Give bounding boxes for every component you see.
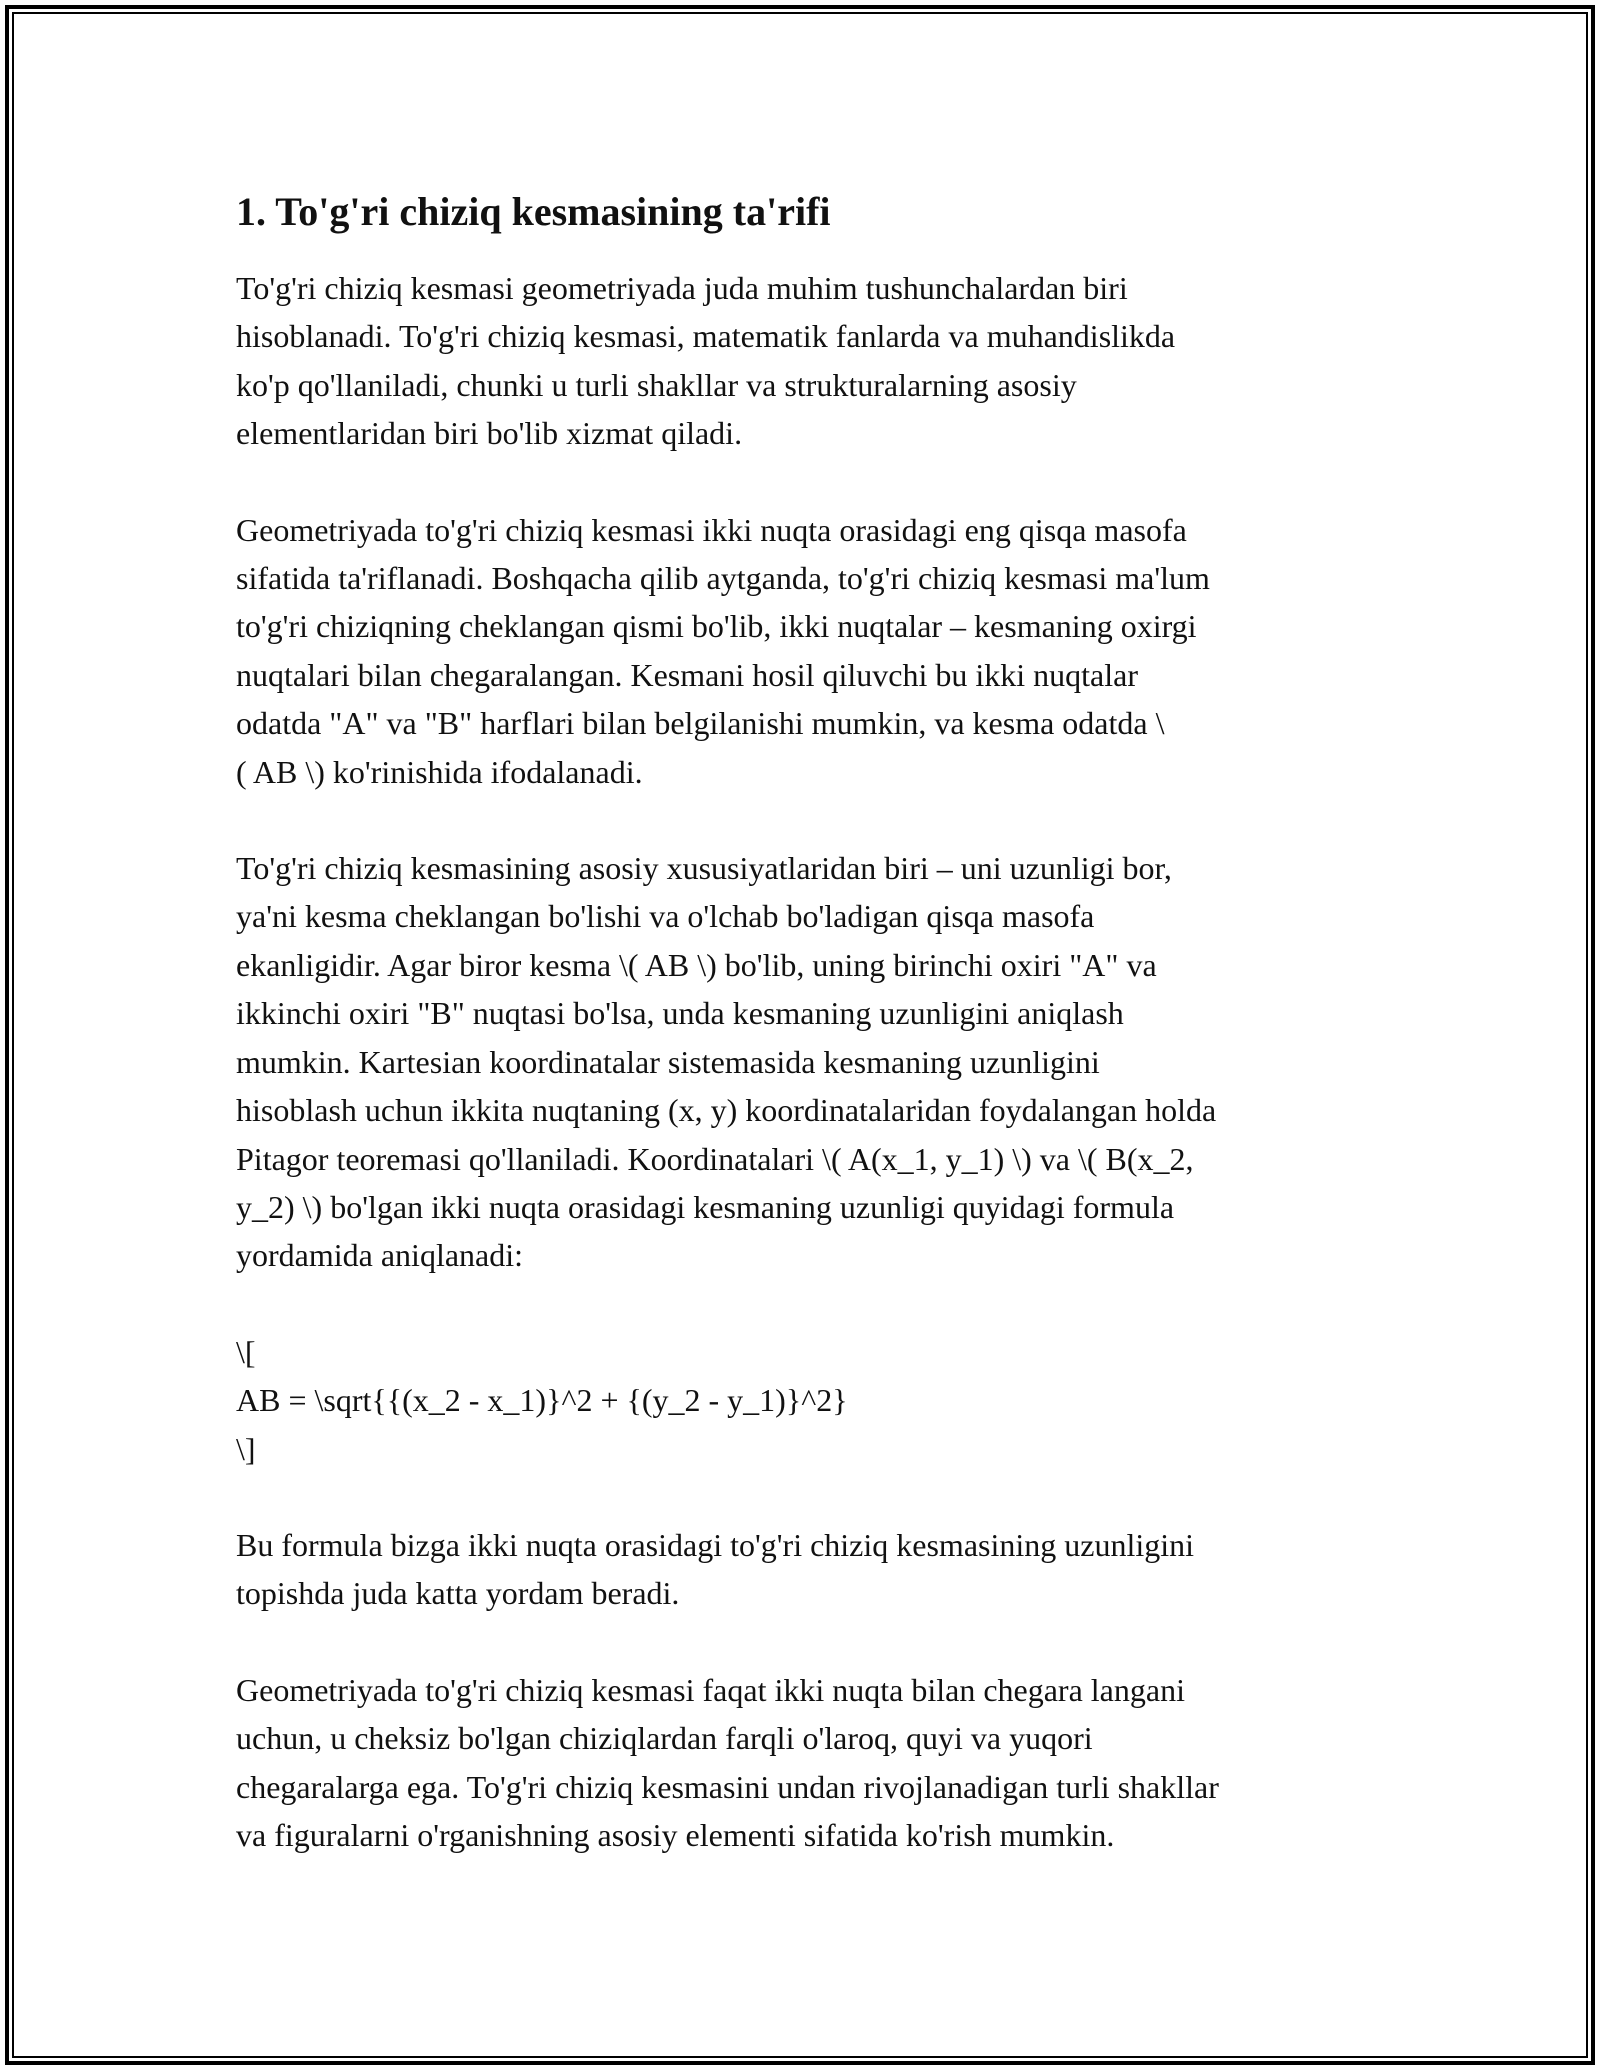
paragraph-properties: To'g'ri chiziq kesmasining asosiy xususiyatlaridan biri – uni uzunligi bor, ya'ni kesma cheklangan bo'lishi va o'lchab bo'ladigan qisqa masofa ekanligidir. Agar biror kesma \( AB \) bo'lib, uning birinchi oxiri "A" va ikkinchi oxiri "B" nuqtasi bo'lsa, unda kesmaning uzunligini aniqlash mumkin. Kartesian koordinatalar sistemasida kesmaning uzunligini hisoblash uchun ikkita nuqtaning (x, y) koordinatalaridan foydalangan holda Pitagor teoremasi qo'llaniladi. Koordinatalari \( A(x_1, y_1) \) va \( B(x_2, y_2) \) bo'lgan ikki nuqta orasidagi kesmaning uzunligi quyidagi formula yordamida aniqlanadi:	[236, 850, 1217, 1274]
paragraph-conclusion: Geometriyada to'g'ri chiziq kesmasi faqat ikki nuqta bilan chegara langani uchun, u cheksiz bo'lgan chiziqlardan farqli o'laroq, quyi va yuqori chegaralarga ega. To'g'ri chiziq kesmasini undan rivojlanadigan turli shakllar va figuralarni o'rganishning asosiy elementi sifatida ko'rish mumkin.	[236, 1671, 1219, 1853]
document-body	[236, 186, 1376, 1907]
paragraph-intro: To'g'ri chiziq kesmasi geometriyada juda muhim tushunchalardan biri hisoblanadi. To'g'ri chiziq kesmasi, matematik fanlarda va muhandislikda ko'p qo'llaniladi, chunki u turli shakllar va strukturalarning asosiy elementlaridan biri bo'lib xizmat qiladi.	[236, 270, 1176, 452]
section-heading: 1. To'g'ri chiziq kesmasining ta'rifi	[236, 189, 831, 234]
paragraph-definition: Geometriyada to'g'ri chiziq kesmasi ikki nuqta orasidagi eng qisqa masofa sifatida ta'riflanadi. Boshqacha qilib aytganda, to'g'ri chiziq kesmasi ma'lum to'g'ri chiziqning cheklangan qismi bo'lib, ikki nuqtalar – kesmaning oxirgi nuqtalari bilan chegaralangan. Kesmani hosil qiluvchi bu ikki nuqtalar odatda "A" va "B" harflari bilan belgilanishi mumkin, va kesma odatda \ ( AB \) ko'rinishida ifodalanadi.	[236, 511, 1210, 790]
paragraph-formula-usage: Bu formula bizga ikki nuqta orasidagi to'g'ri chiziq kesmasining uzunligini topishda juda katta yordam beradi.	[236, 1526, 1195, 1612]
distance-formula: \[ AB = \sqrt{{(x_2 - x_1)}^2 + {(y_2 - y_1)}^2} \]	[236, 1333, 848, 1467]
